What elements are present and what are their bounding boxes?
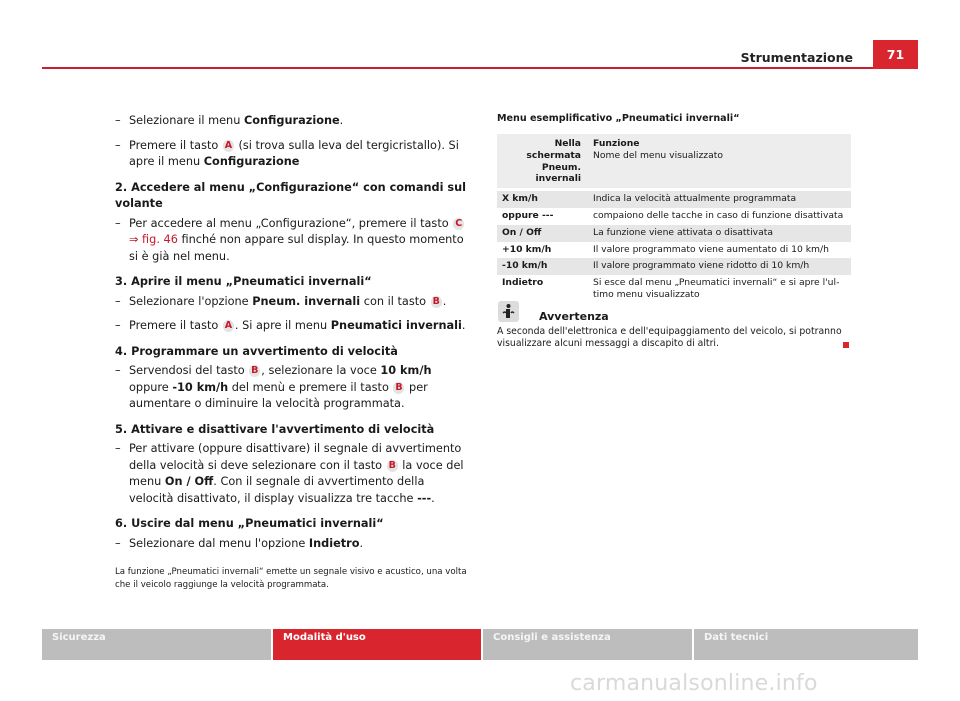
table-header-row xyxy=(497,134,851,188)
list-item: – Premere il tasto A (si trova sulla leva del tergicristallo). Si apre il menu Configurazione xyxy=(115,138,471,171)
list-item: – Servendosi del tasto B , selezionare la voce 10 km/h oppure -10 km/h del menù e premere il tasto B per aumentare o diminuire la velocità programmata. xyxy=(115,363,471,413)
warning-title: Avvertenza xyxy=(539,310,609,323)
note-text: La funzione „Pneumatici invernali“ emette un segnale visivo e acustico, una volta che il veicolo raggiunge la velocità programmata. xyxy=(115,567,467,590)
step-heading: 4. Programmare un avvertimento di velocità xyxy=(115,344,398,358)
menu-table xyxy=(497,134,851,304)
list-item: – Premere il tasto A . Si apre il menu Pneumatici invernali. xyxy=(115,318,471,335)
page-number: 71 xyxy=(873,40,918,69)
list-item: – Per attivare (oppure disattivare) il segnale di avvertimento della velocità si deve selezionare con il tasto B la voce del menu On / Off. Con il segnale di avvertimento della velocità disattivato, il display visualizza tre tacche ---. xyxy=(115,441,471,507)
key-b-badge: B xyxy=(432,295,440,307)
step-heading: 6. Uscire dal menu „Pneumatici invernali“ xyxy=(115,517,384,530)
tab-consigli-assistenza[interactable]: Consigli e assistenza xyxy=(483,629,692,660)
info-hand-icon xyxy=(498,301,519,322)
list-item: – Selezionare l'opzione Pneum. invernali con il tasto B . xyxy=(115,294,471,311)
table-row: +10 km/h Il valore programmato viene aumentato di 10 km/h xyxy=(502,243,829,255)
table-row: oppure --- compaiono delle tacche in caso di funzione disattivata xyxy=(502,209,844,221)
table-row: On / Off La funzione viene attivata o disattivata xyxy=(497,225,851,242)
key-b-badge: B xyxy=(388,459,396,471)
header-col2: Funzione Nome del menu visualizzato xyxy=(593,138,723,161)
warning-text: A seconda dell'elettronica e dell'equipaggiamento del veicolo, si potranno visualizzare alcuni messaggi a discapito di altri. xyxy=(497,326,842,350)
key-b-badge: B xyxy=(395,381,403,393)
table-row: X km/h Indica la velocità attualmente programmata xyxy=(497,191,851,208)
key-b-badge: B xyxy=(251,365,259,376)
section-title: Strumentazione xyxy=(740,50,853,65)
header-rule xyxy=(42,67,918,69)
table-row: Indietro Si esce dal menu „Pneumatici invernali“ e si apre l'ultimo menu visualizzato xyxy=(502,277,840,300)
key-a-badge: A xyxy=(224,320,233,331)
header-col1: Nella schermata Pneum. invernali xyxy=(526,138,581,185)
step-heading: 3. Aprire il menu „Pneumatici invernali“ xyxy=(115,275,372,288)
key-c-badge: C xyxy=(453,218,464,230)
table-row: -10 km/h Il valore programmato viene ridotto di 10 km/h xyxy=(497,258,851,275)
step-heading: 2. Accedere al menu „Configurazione“ con comandi sul volante xyxy=(115,180,467,210)
tab-sicurezza[interactable]: Sicurezza xyxy=(42,629,271,660)
watermark: carmanualsonline.info xyxy=(570,671,818,696)
table-title: Menu esemplificativo „Pneumatici invernali“ xyxy=(497,113,740,124)
instructions-column xyxy=(115,113,471,591)
tab-dati-tecnici[interactable]: Dati tecnici xyxy=(694,629,918,660)
figure-link[interactable]: ⇒ fig. 46 xyxy=(129,233,178,246)
list-item: – Selezionare dal menu l'opzione Indietro. xyxy=(115,536,471,553)
end-marker xyxy=(843,342,849,348)
step-heading: 5. Attivare e disattivare l'avvertimento di velocità xyxy=(115,422,435,436)
list-item: – Selezionare il menu Configurazione. xyxy=(115,113,471,130)
tab-modalita-duso[interactable]: Modalità d'uso xyxy=(273,629,481,660)
key-a-badge: A xyxy=(224,139,233,151)
list-item: – Per accedere al menu „Configurazione“, premere il tasto C ⇒ fig. 46 finché non appare sul display. In questo momento si è già nel menu. xyxy=(115,216,471,266)
